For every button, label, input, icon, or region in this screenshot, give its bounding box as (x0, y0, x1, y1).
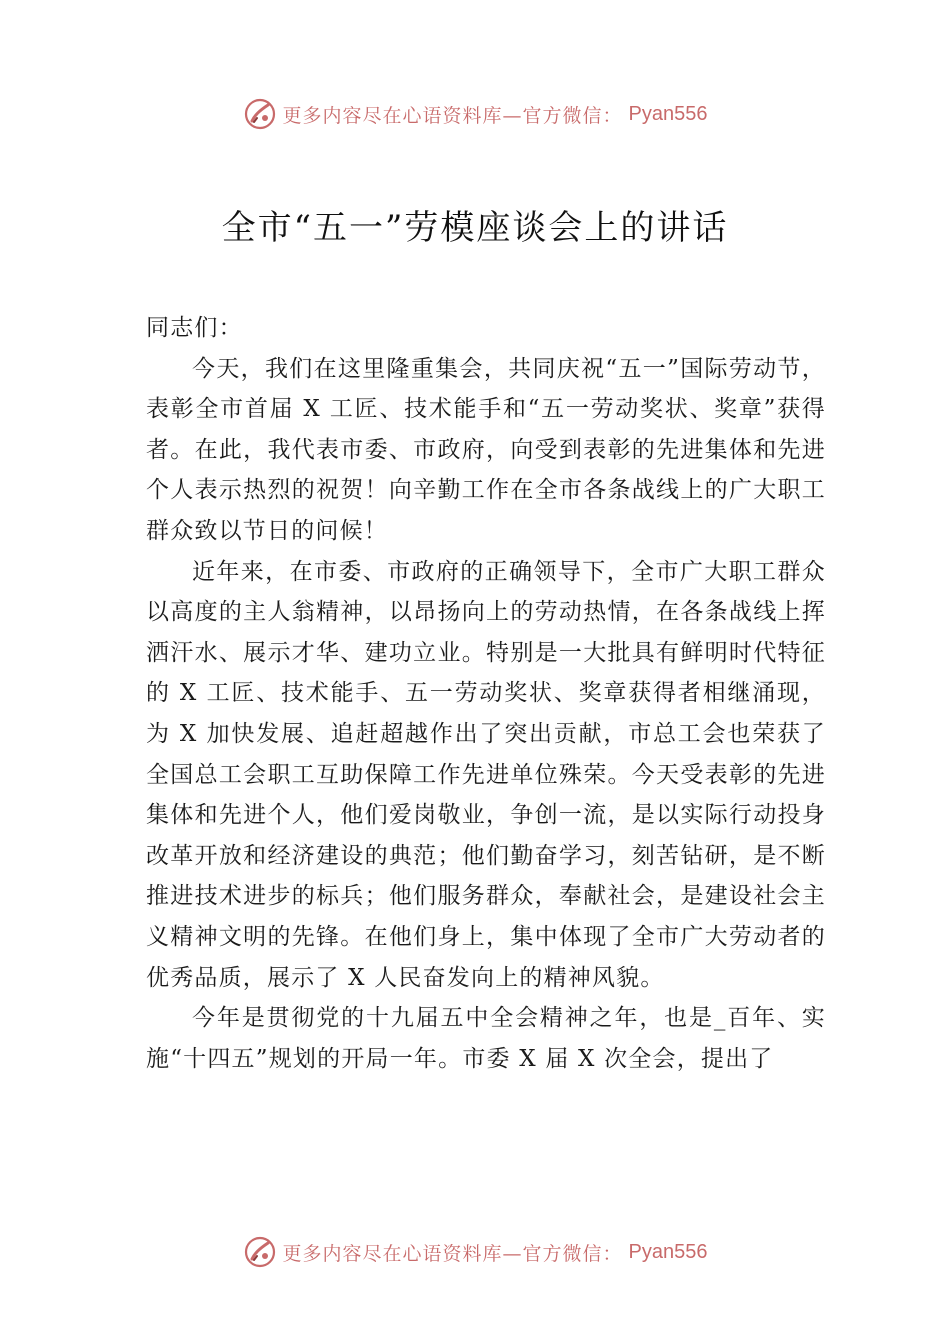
watermark-wechat-id: Pyan556 (628, 102, 708, 125)
watermark-wechat-id: Pyan556 (628, 1240, 708, 1263)
pen-seal-icon (243, 1235, 277, 1269)
footer-watermark-banner (0, 1232, 950, 1272)
paragraph-1: 今天，我们在这里隆重集会，共同庆祝“五一”国际劳动节，表彰全市首届 X 工匠、技术能手和“五一劳动奖状、奖章”获得者。在此，我代表市委、市政府，向受到表彰的先进集体和先进个人表示热烈的祝贺！向辛勤工作在全市各条战线上的广大职工群众致以节日的问候！ (146, 355, 826, 544)
pen-seal-icon (243, 97, 277, 131)
paragraph-2: 近年来，在市委、市政府的正确领导下，全市广大职工群众以高度的主人翁精神，以昂扬向上的劳动热情，在各条战线上挥洒汗水、展示才华、建功立业。特别是一大批具有鲜明时代特征的 X 工匠、技术能手、五一劳动奖状、奖章获得者相继涌现，为 X 加快发展、追赶超越作出了突出贡献，市总工会也荣获了全国总工会职工互助保障工作先进单位殊荣。今天受表彰的先进集体和先进个人，他们爱岗敬业，争创一流，是以实际行动投身改革开放和经济建设的典范；他们勤奋学习，刻苦钻研，是不断推进技术进步的标兵；他们服务群众，奉献社会，是建设社会主义精神文明的先锋。在他们身上，集中体现了全市广大劳动者的优秀品质，展示了 X 人民奋发向上的精神风貌。 (146, 558, 826, 991)
watermark-text: 更多内容尽在心语资料库—官方微信： (282, 104, 623, 127)
paragraph-3: 今年是贯彻党的十九届五中全会精神之年，也是_百年、实施“十四五”规划的开局一年。市委 X 届 X 次全会，提出了 (146, 1005, 826, 1072)
document-title: 全市“五一”劳模座谈会上的讲话 (221, 208, 729, 248)
watermark-text: 更多内容尽在心语资料库—官方微信： (282, 1242, 623, 1265)
document-body (146, 308, 826, 1079)
header-watermark-banner (0, 94, 950, 134)
salutation: 同志们： (146, 315, 243, 341)
